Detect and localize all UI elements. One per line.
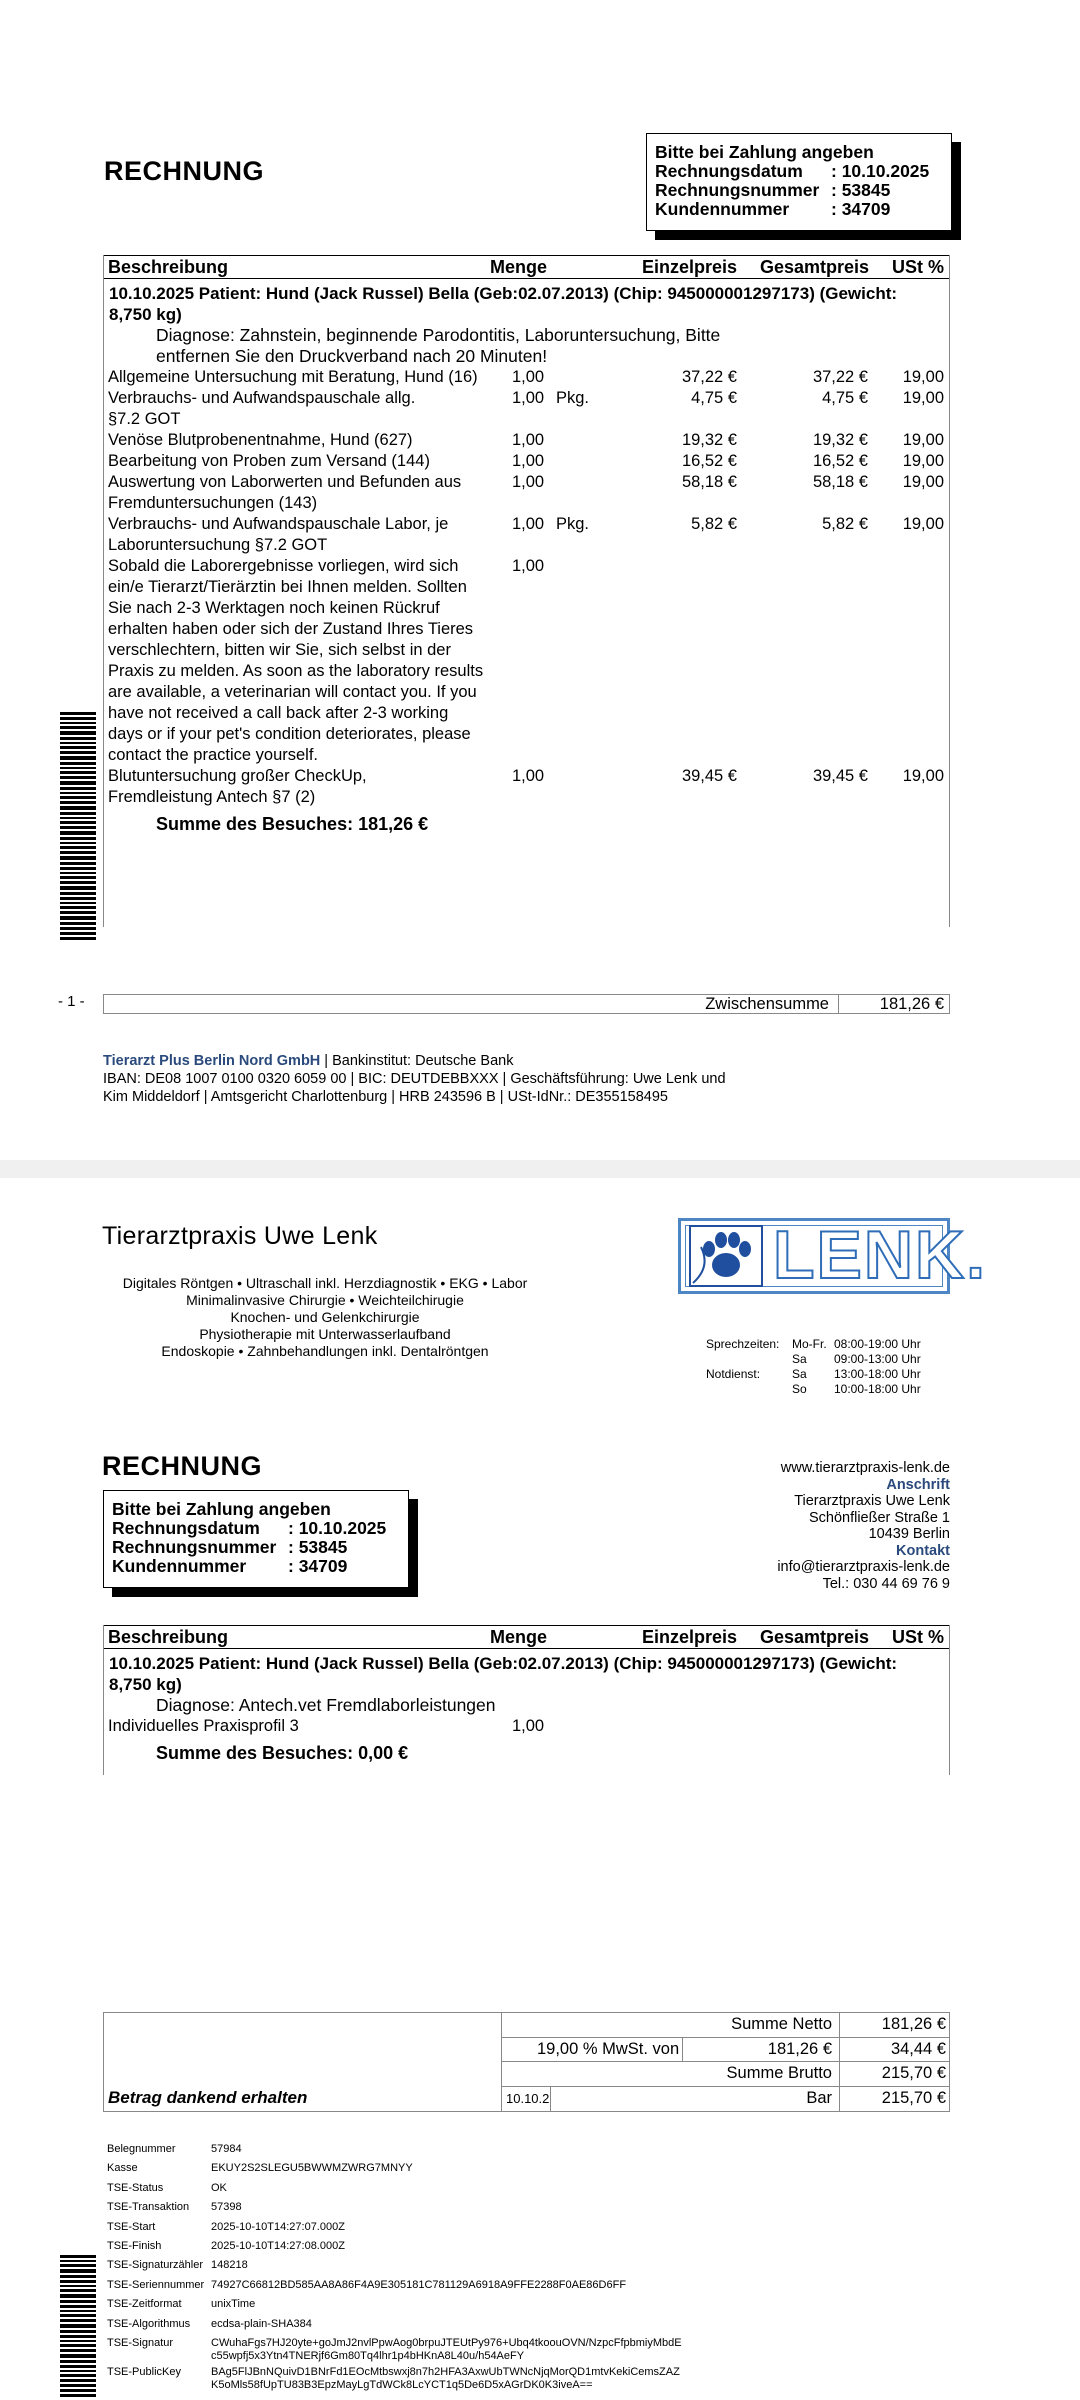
footer-brand: Tierarzt Plus Berlin Nord GmbH xyxy=(103,1053,321,1069)
paybox-heading: Bitte bei Zahlung angeben xyxy=(112,1499,331,1519)
table-row xyxy=(104,367,949,388)
diagnosis-text: Diagnose: Zahnstein, beginnende Parodontitis, Laboruntersuchung, Bitte entfernen Sie den Druckverband nach 20 Minuten! xyxy=(156,325,721,366)
table-row xyxy=(104,430,949,451)
item-unit-price: 58,18 € xyxy=(681,473,737,491)
opening-hours xyxy=(706,1337,921,1397)
table-row xyxy=(104,766,949,808)
table-row xyxy=(104,556,949,766)
item-desc: Venöse Blutprobenentnahme, Hund (627) xyxy=(108,431,413,449)
paybox-row xyxy=(112,1557,400,1576)
tse-row xyxy=(107,2295,741,2314)
tse-key: TSE-Signaturzähler xyxy=(107,2259,203,2272)
service-line: Digitales Röntgen • Ultraschall inkl. Herzdiagnostik • EKG • Labor xyxy=(122,1275,528,1291)
payment-date: 10.10.2 xyxy=(506,2090,550,2106)
item-unit-price: 4,75 € xyxy=(691,389,737,407)
item-total: 19,32 € xyxy=(812,431,868,449)
paybox-row xyxy=(655,200,943,219)
item-vat: 19,00 xyxy=(902,515,944,533)
col-vat: USt % xyxy=(891,1627,944,1647)
payment-reference-box xyxy=(103,1490,409,1588)
paybox-row xyxy=(112,1538,400,1557)
item-vat: 19,00 xyxy=(902,431,944,449)
tse-value: unixTime xyxy=(211,2298,256,2311)
paybox-label: Rechnungsnummer xyxy=(112,1537,277,1557)
practice-name: Tierarztpraxis Uwe Lenk xyxy=(102,1222,378,1250)
hours-row xyxy=(706,1382,921,1397)
totals-row xyxy=(502,2013,950,2038)
hours-day: Sa xyxy=(792,1352,807,1366)
tse-value: 148218 xyxy=(211,2259,248,2272)
diagnosis-text: Diagnose: Antech.vet Fremdlaborleistungen xyxy=(156,1695,496,1715)
hours-label xyxy=(706,1382,792,1397)
table-row xyxy=(104,451,949,472)
service-line: Endoskopie • Zahnbehandlungen inkl. Dentalröntgen xyxy=(161,1343,489,1359)
tse-value: 2025-10-10T14:27:07.000Z xyxy=(211,2220,345,2233)
tse-value: BAg5FlJBnNQuivD1BNrFd1EOcMtbswxj8n7h2HFA3AxwUbTWNcNjqMorQD1mtvKekiCemsZAZ K5oMls58fUpTU83B3EpzMayLgTdWCk8LcYCT1q5De6D5xAGrDK0K3iveA== xyxy=(211,2366,680,2392)
tse-key: TSE-Seriennummer xyxy=(107,2278,205,2291)
item-vat: 19,00 xyxy=(902,452,944,470)
paybox-value: : 34709 xyxy=(831,199,891,219)
tse-row xyxy=(107,2315,741,2334)
col-total-price: Gesamtpreis xyxy=(759,1627,869,1647)
service-line: Minimalinvasive Chirurgie • Weichteilchirugie xyxy=(186,1292,464,1308)
paybox-value: : 10.10.2025 xyxy=(831,161,930,181)
tse-key: TSE-Signatur xyxy=(107,2337,174,2350)
paybox-value: : 53845 xyxy=(831,180,891,200)
totals-row xyxy=(502,2038,950,2063)
hours-day: Mo-Fr. xyxy=(792,1337,827,1351)
totals-block xyxy=(103,2012,950,2112)
subtotal-label: Zwischensumme xyxy=(705,995,829,1013)
item-unit-price: 16,52 € xyxy=(681,452,737,470)
tse-row xyxy=(107,2159,741,2178)
vat-base: 181,26 € xyxy=(767,2039,832,2058)
tse-value: CWuhaFgs7HJ20yte+goJmJ2nvlPpwAog0brpuJTEUtPy976+Ubq4tkoouOVN/NzpcFfpbmiyMbdE c55wpfj5x3Ytn4TNERjf6Gm80Tq4lhr1p4bHKnA8L40u/h54AeFY xyxy=(211,2337,682,2363)
item-qty: 1,00 xyxy=(512,473,545,491)
services-list xyxy=(115,1275,535,1360)
tse-value: ecdsa-plain-SHA384 xyxy=(211,2317,312,2330)
invoice-page-1 xyxy=(0,0,1080,1160)
item-vat: 19,00 xyxy=(902,767,944,785)
table-row xyxy=(104,388,949,430)
paw-icon xyxy=(689,1225,763,1287)
tse-value: EKUY2S2SLEGU5BWWMZWRG7MNYY xyxy=(211,2162,413,2175)
tse-row xyxy=(107,2276,741,2295)
item-unit-price: 5,82 € xyxy=(691,515,737,533)
footer-line3: Kim Middeldorf | Amtsgericht Charlottenburg | HRB 243596 B | USt-IdNr.: DE355158495 xyxy=(103,1089,668,1105)
item-qty: 1,00 xyxy=(512,515,545,533)
col-vat: USt % xyxy=(891,257,944,277)
item-desc: Blutuntersuchung großer CheckUp, Fremdleistung Antech §7 (2) xyxy=(108,767,367,806)
item-unit-price: 19,32 € xyxy=(681,431,737,449)
tse-key: TSE-Transaktion xyxy=(107,2201,190,2214)
paybox-label: Kundennummer xyxy=(655,199,790,219)
email-link[interactable]: info@tierarztpraxis-lenk.de xyxy=(777,1559,950,1575)
tse-key: TSE-Algorithmus xyxy=(107,2317,191,2330)
payment-reference-box xyxy=(646,133,952,231)
tse-key: TSE-Zeitformat xyxy=(107,2298,182,2311)
tse-key: Kasse xyxy=(107,2162,138,2175)
brutto-label: Summe Brutto xyxy=(726,2064,832,2082)
item-vat: 19,00 xyxy=(902,368,944,386)
footer-line2: IBAN: DE08 1007 0100 0320 6059 00 | BIC: DEUTDEBBXXX | Geschäftsführung: Uwe Lenk und xyxy=(103,1071,726,1087)
tse-key: Belegnummer xyxy=(107,2143,176,2155)
tse-row xyxy=(107,2179,741,2198)
paybox-row xyxy=(112,1519,400,1538)
barcode-icon xyxy=(60,712,96,942)
tse-row xyxy=(107,2237,741,2256)
tse-key: TSE-Finish xyxy=(107,2240,162,2253)
hours-day: Sa xyxy=(792,1367,807,1381)
item-total: 39,45 € xyxy=(812,767,868,785)
tse-value: 2025-10-10T14:27:08.000Z xyxy=(211,2240,345,2253)
paybox-label: Rechnungsnummer xyxy=(655,180,820,200)
table-row xyxy=(104,1716,949,1737)
item-desc: Verbrauchs- und Aufwandspauschale Labor, je Laboruntersuchung §7.2 GOT xyxy=(108,515,449,554)
item-vat: 19,00 xyxy=(902,389,944,407)
item-unit-price: 39,45 € xyxy=(681,767,737,785)
footer xyxy=(103,1052,726,1106)
item-total: 58,18 € xyxy=(812,473,868,491)
totals-grid xyxy=(501,2013,950,2111)
tse-info xyxy=(107,2140,741,2395)
paybox-value: : 53845 xyxy=(288,1537,348,1557)
invoice-table xyxy=(103,255,950,927)
netto-value: 181,26 € xyxy=(881,2015,946,2033)
item-desc: Sobald die Laborergebnisse vorliegen, wird sich ein/e Tierarzt/Tierärztin bei Ihnen melden. Sollten Sie nach 2-3 Werktagen noch keinen Rückruf erhalten haben oder sich der Zustand Ihres Tieres verschlechtern, bitten wir Sie, sich selbst in der Praxis zu melden. As soon as the laboratory results are available, a veterinarian will contact you. If you have not received a call back after 2-3 working days or if your pet's condition deteriorates, please contact the practice yourself. xyxy=(108,557,484,764)
table-row xyxy=(104,514,949,556)
payment-amount: 215,70 € xyxy=(881,2088,946,2107)
col-unit-price: Einzelpreis xyxy=(641,1627,737,1647)
tse-value: 57984 xyxy=(211,2143,242,2155)
contact-heading: Kontakt xyxy=(896,1542,950,1559)
paybox-label: Kundennummer xyxy=(112,1556,247,1576)
item-desc: Allgemeine Untersuchung mit Beratung, Hund (16) xyxy=(108,368,478,386)
item-qty: 1,00 xyxy=(512,431,545,449)
tse-row xyxy=(107,2256,741,2275)
col-qty: Menge xyxy=(490,257,548,277)
address-name: Tierarztpraxis Uwe Lenk xyxy=(794,1493,950,1509)
page-separator xyxy=(0,1160,1080,1178)
visit-heading: 10.10.2025 Patient: Hund (Jack Russel) Bella (Geb:02.07.2013) (Chip: 945000001297173) (Gewicht: 8,750 kg) xyxy=(109,284,898,324)
item-total: 4,75 € xyxy=(822,389,868,407)
totals-row xyxy=(502,2087,950,2112)
tse-row xyxy=(107,2218,741,2237)
paybox-row xyxy=(655,181,943,200)
item-qty: 1,00 xyxy=(512,389,545,407)
item-qty: 1,00 xyxy=(512,767,545,785)
paybox-label: Rechnungsdatum xyxy=(655,161,803,181)
col-qty: Menge xyxy=(490,1627,548,1647)
address-heading: Anschrift xyxy=(886,1476,950,1493)
hours-label xyxy=(706,1352,792,1367)
paybox-value: : 10.10.2025 xyxy=(288,1518,387,1538)
subtotal-divider xyxy=(838,995,839,1013)
item-unit: Pkg. xyxy=(556,515,590,533)
hours-label: Sprechzeiten: xyxy=(706,1337,780,1351)
website-link[interactable]: www.tierarztpraxis-lenk.de xyxy=(780,1460,950,1476)
page-title: RECHNUNG xyxy=(102,1451,263,1481)
tse-key: TSE-Start xyxy=(107,2220,156,2233)
hours-time: 10:00-18:00 Uhr xyxy=(834,1382,921,1396)
barcode-icon xyxy=(60,2255,96,2399)
visit-heading: 10.10.2025 Patient: Hund (Jack Russel) Bella (Geb:02.07.2013) (Chip: 945000001297173) (Gewicht: 8,750 kg) xyxy=(109,1654,898,1694)
vat-amount: 34,44 € xyxy=(890,2039,946,2058)
item-unit: Pkg. xyxy=(556,389,590,407)
col-total-price: Gesamtpreis xyxy=(759,257,869,277)
tse-key: TSE-PublicKey xyxy=(107,2366,181,2379)
table-header xyxy=(104,255,949,279)
invoice-table xyxy=(103,1625,950,1775)
visit-sum: Summe des Besuches: 0,00 € xyxy=(156,1743,409,1763)
tse-row xyxy=(107,2140,741,2159)
tse-row xyxy=(107,2366,741,2392)
page-number: - 1 - xyxy=(58,993,85,1010)
item-total: 37,22 € xyxy=(812,368,868,386)
netto-label: Summe Netto xyxy=(731,2015,832,2033)
item-desc: Individuelles Praxisprofil 3 xyxy=(108,1717,299,1735)
item-unit-price: 37,22 € xyxy=(681,368,737,386)
paybox-label: Rechnungsdatum xyxy=(112,1518,260,1538)
payment-received-note: Betrag dankend erhalten xyxy=(108,2088,308,2107)
payment-method: Bar xyxy=(806,2088,832,2107)
tse-value: 74927C66812BD585AA8A86F4A9E305181C781129A6918A9FFE2288F0AE86D6FF xyxy=(211,2278,627,2291)
vat-label: 19,00 % MwSt. von xyxy=(537,2039,680,2058)
contact-block xyxy=(777,1460,950,1592)
visit-sum: Summe des Besuches: 181,26 € xyxy=(156,814,429,834)
tse-row xyxy=(107,2337,741,2363)
hours-time: 08:00-19:00 Uhr xyxy=(834,1337,921,1351)
item-desc: Bearbeitung von Proben zum Versand (144) xyxy=(108,452,430,470)
item-desc: Auswertung von Laborwerten und Befunden aus Fremduntersuchungen (143) xyxy=(108,473,462,512)
tse-value: 57398 xyxy=(211,2201,242,2214)
hours-row xyxy=(706,1337,921,1352)
address-street: Schönfließer Straße 1 xyxy=(808,1509,950,1526)
footer-bank: | Bankinstitut: Deutsche Bank xyxy=(320,1053,514,1069)
page-title: RECHNUNG xyxy=(104,156,265,186)
brutto-value: 215,70 € xyxy=(881,2064,946,2082)
hours-row xyxy=(706,1367,921,1382)
phone-number: Tel.: 030 44 69 76 9 xyxy=(822,1575,950,1592)
hours-row xyxy=(706,1352,921,1367)
totals-row xyxy=(502,2062,950,2087)
subtotal-value: 181,26 € xyxy=(879,995,944,1013)
tse-value: OK xyxy=(211,2181,227,2194)
paybox-value: : 34709 xyxy=(288,1556,348,1576)
item-total: 16,52 € xyxy=(812,452,868,470)
col-desc: Beschreibung xyxy=(108,257,229,277)
item-qty: 1,00 xyxy=(512,1717,545,1735)
hours-label: Notdienst: xyxy=(706,1367,761,1381)
address-city: 10439 Berlin xyxy=(868,1526,950,1542)
service-line: Knochen- und Gelenkchirurgie xyxy=(230,1309,420,1325)
service-line: Physiotherapie mit Unterwasserlaufband xyxy=(199,1326,451,1342)
item-total: 5,82 € xyxy=(822,515,868,533)
subtotal-row xyxy=(103,994,950,1014)
table-header xyxy=(104,1625,949,1649)
tse-row xyxy=(107,2198,741,2217)
table-row xyxy=(104,472,949,514)
col-unit-price: Einzelpreis xyxy=(641,257,737,277)
logo-text: LENK. xyxy=(773,1217,987,1293)
paybox-row xyxy=(655,162,943,181)
paybox-heading: Bitte bei Zahlung angeben xyxy=(655,142,874,162)
logo xyxy=(678,1217,987,1294)
hours-time: 09:00-13:00 Uhr xyxy=(834,1352,921,1366)
tse-key: TSE-Status xyxy=(107,2181,164,2194)
hours-day: So xyxy=(792,1382,807,1396)
item-qty: 1,00 xyxy=(512,368,545,386)
col-desc: Beschreibung xyxy=(108,1627,229,1647)
item-qty: 1,00 xyxy=(512,452,545,470)
item-vat: 19,00 xyxy=(902,473,944,491)
hours-time: 13:00-18:00 Uhr xyxy=(834,1367,921,1381)
item-desc: Verbrauchs- und Aufwandspauschale allg. §7.2 GOT xyxy=(108,389,416,428)
item-qty: 1,00 xyxy=(512,557,545,575)
